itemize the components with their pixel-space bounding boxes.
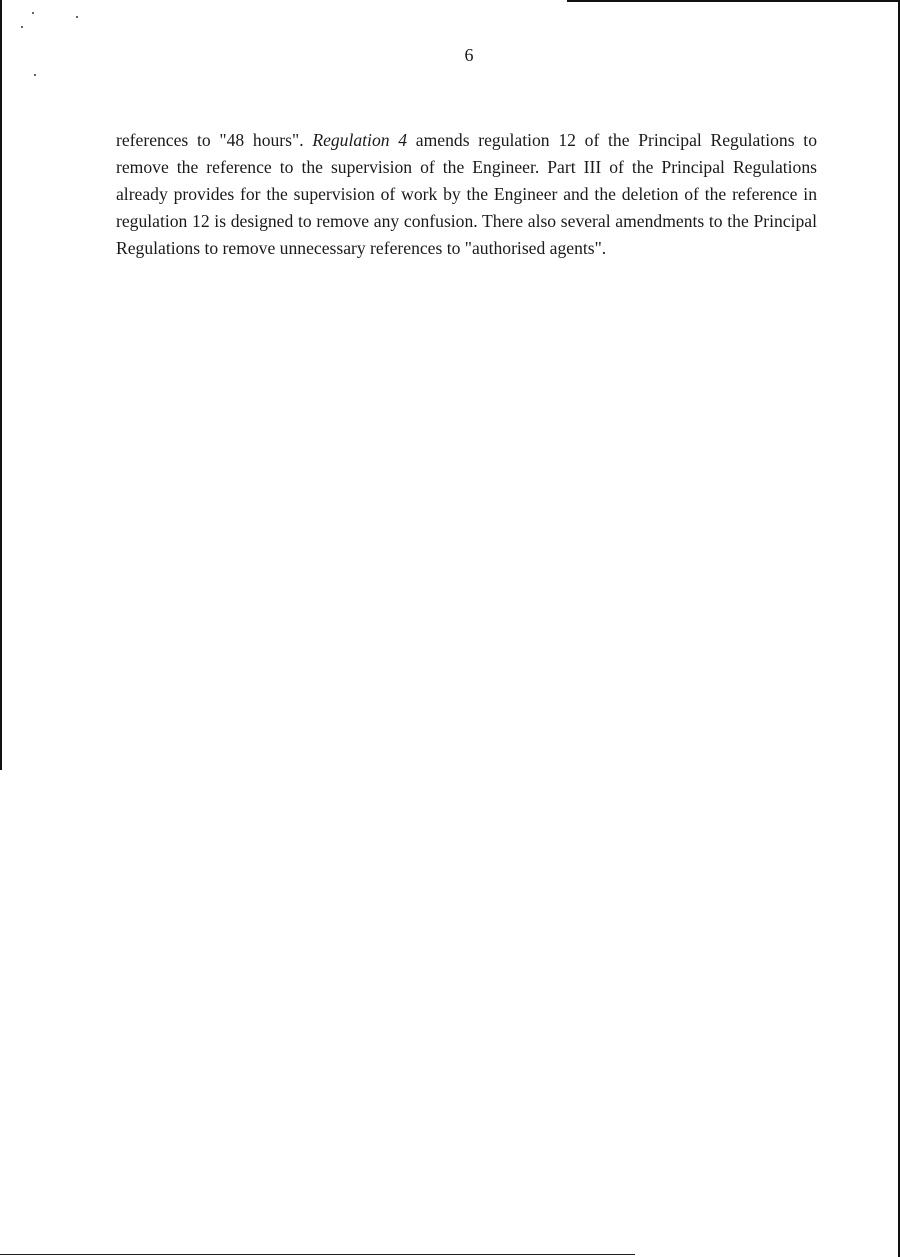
- scan-edge-left: [0, 0, 2, 770]
- scan-edge-bottom: [0, 1254, 635, 1255]
- paragraph-text-start: references to "48 hours".: [116, 130, 313, 150]
- regulation-reference: Regulation 4: [312, 130, 408, 150]
- body-paragraph: [116, 127, 817, 262]
- scan-speck: [34, 74, 36, 76]
- page-number: 6: [464, 45, 474, 65]
- scan-edge-top: [567, 0, 900, 2]
- scan-speck: [21, 26, 23, 28]
- paragraph-text-rest: amends regulation 12 of the Principal Regulations to remove the reference to the supervision of the Engineer. Part III of the Principal Regulations already provides for the supervision of work by the Engineer and the deletion of the reference in regulation 12 is designed to remove any confusion. There also several amendments to the Principal Regulations to remove unnecessary references to "authorised agents".: [116, 130, 817, 258]
- scan-speck: [76, 16, 78, 18]
- scan-speck: [32, 12, 34, 14]
